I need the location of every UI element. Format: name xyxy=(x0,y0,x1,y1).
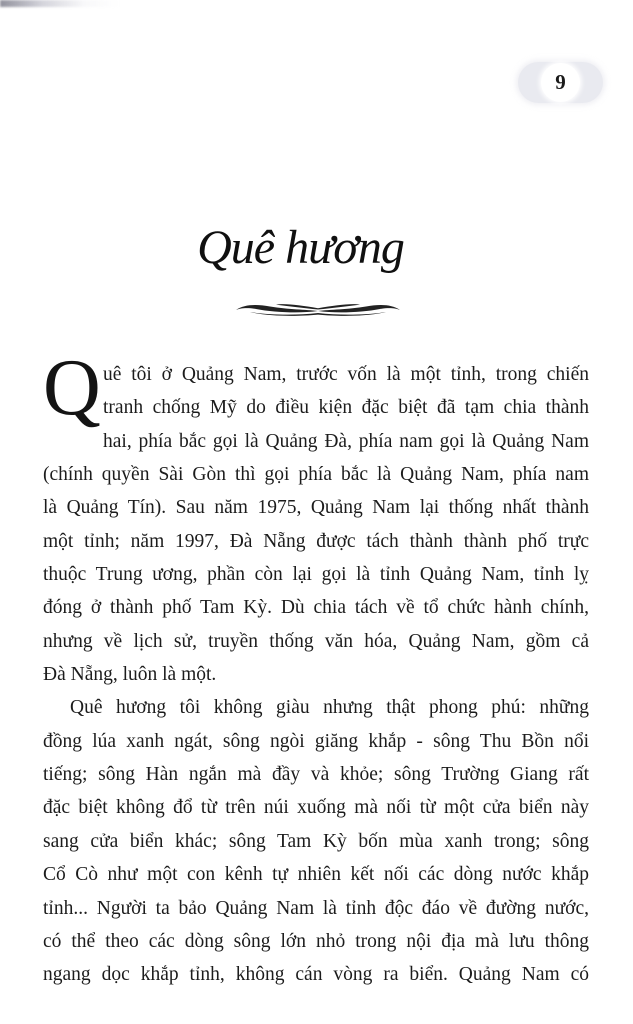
text-line: thuộc Trung ương, phần còn lại gọi là tỉnh Quảng Nam, tỉnh lỵ xyxy=(43,564,589,586)
text-line: Cổ Cò như một con kênh tự nhiên kết nối các dòng nước khắp xyxy=(43,864,589,886)
text-line: uê tôi ở Quảng Nam, trước vốn là một tỉnh, trong chiến xyxy=(103,364,589,385)
drop-cap: Q xyxy=(43,344,101,432)
paragraph-opening xyxy=(43,344,589,691)
text-line: đồng lúa xanh ngát, sông ngòi giăng khắp - sông Thu Bồn nổi xyxy=(43,730,589,752)
body-text xyxy=(43,344,589,992)
text-line: một tỉnh; năm 1997, Đà Nẵng được tách thành thành phố trực xyxy=(43,530,589,552)
chapter-title-text: Quê hương xyxy=(197,221,404,274)
flourish-divider-icon xyxy=(234,300,402,318)
text-line: có thể theo các dòng sông lớn nhỏ trong nội địa mà lưu thông xyxy=(43,930,589,952)
paragraph-second xyxy=(43,691,589,991)
text-line: Quê hương tôi không giàu nhưng thật phong phú: những xyxy=(70,697,589,719)
scan-edge-artifact xyxy=(0,0,120,7)
chapter-title xyxy=(0,220,633,275)
text-line: nhưng về lịch sử, truyền thống văn hóa, Quảng Nam, gồm cả xyxy=(43,630,589,652)
text-line: sang cửa biển khác; sông Tam Kỳ bốn mùa xanh trong; sông xyxy=(43,830,589,852)
text-line: tỉnh... Người ta bảo Quảng Nam là tỉnh độc đáo về đường nước, xyxy=(43,897,589,919)
text-line: là Quảng Tín). Sau năm 1975, Quảng Nam lại thống nhất thành xyxy=(43,497,589,519)
text-line: tranh chống Mỹ do điều kiện đặc biệt đã tạm chia thành xyxy=(103,397,589,419)
text-line: đóng ở thành phố Tam Kỳ. Dù chia tách về tổ chức hành chính, xyxy=(43,597,589,619)
text-line: tiếng; sông Hàn ngắn mà đầy và khỏe; sông Trường Giang rất xyxy=(43,764,589,786)
text-line: (chính quyền Sài Gòn thì gọi phía bắc là Quảng Nam, phía nam xyxy=(43,464,589,486)
page-number-circle xyxy=(541,63,580,102)
text-line: Đà Nẵng, luôn là một. xyxy=(43,664,217,686)
text-line: ngang dọc khắp tỉnh, không cán vòng ra biển. Quảng Nam có xyxy=(43,964,589,986)
page-number: 9 xyxy=(555,70,566,94)
text-line: đặc biệt không đổ từ trên núi xuống mà nối từ một cửa biển này xyxy=(43,797,589,819)
page-number-pill xyxy=(518,62,603,103)
text-line: hai, phía bắc gọi là Quảng Đà, phía nam gọi là Quảng Nam xyxy=(103,430,589,452)
